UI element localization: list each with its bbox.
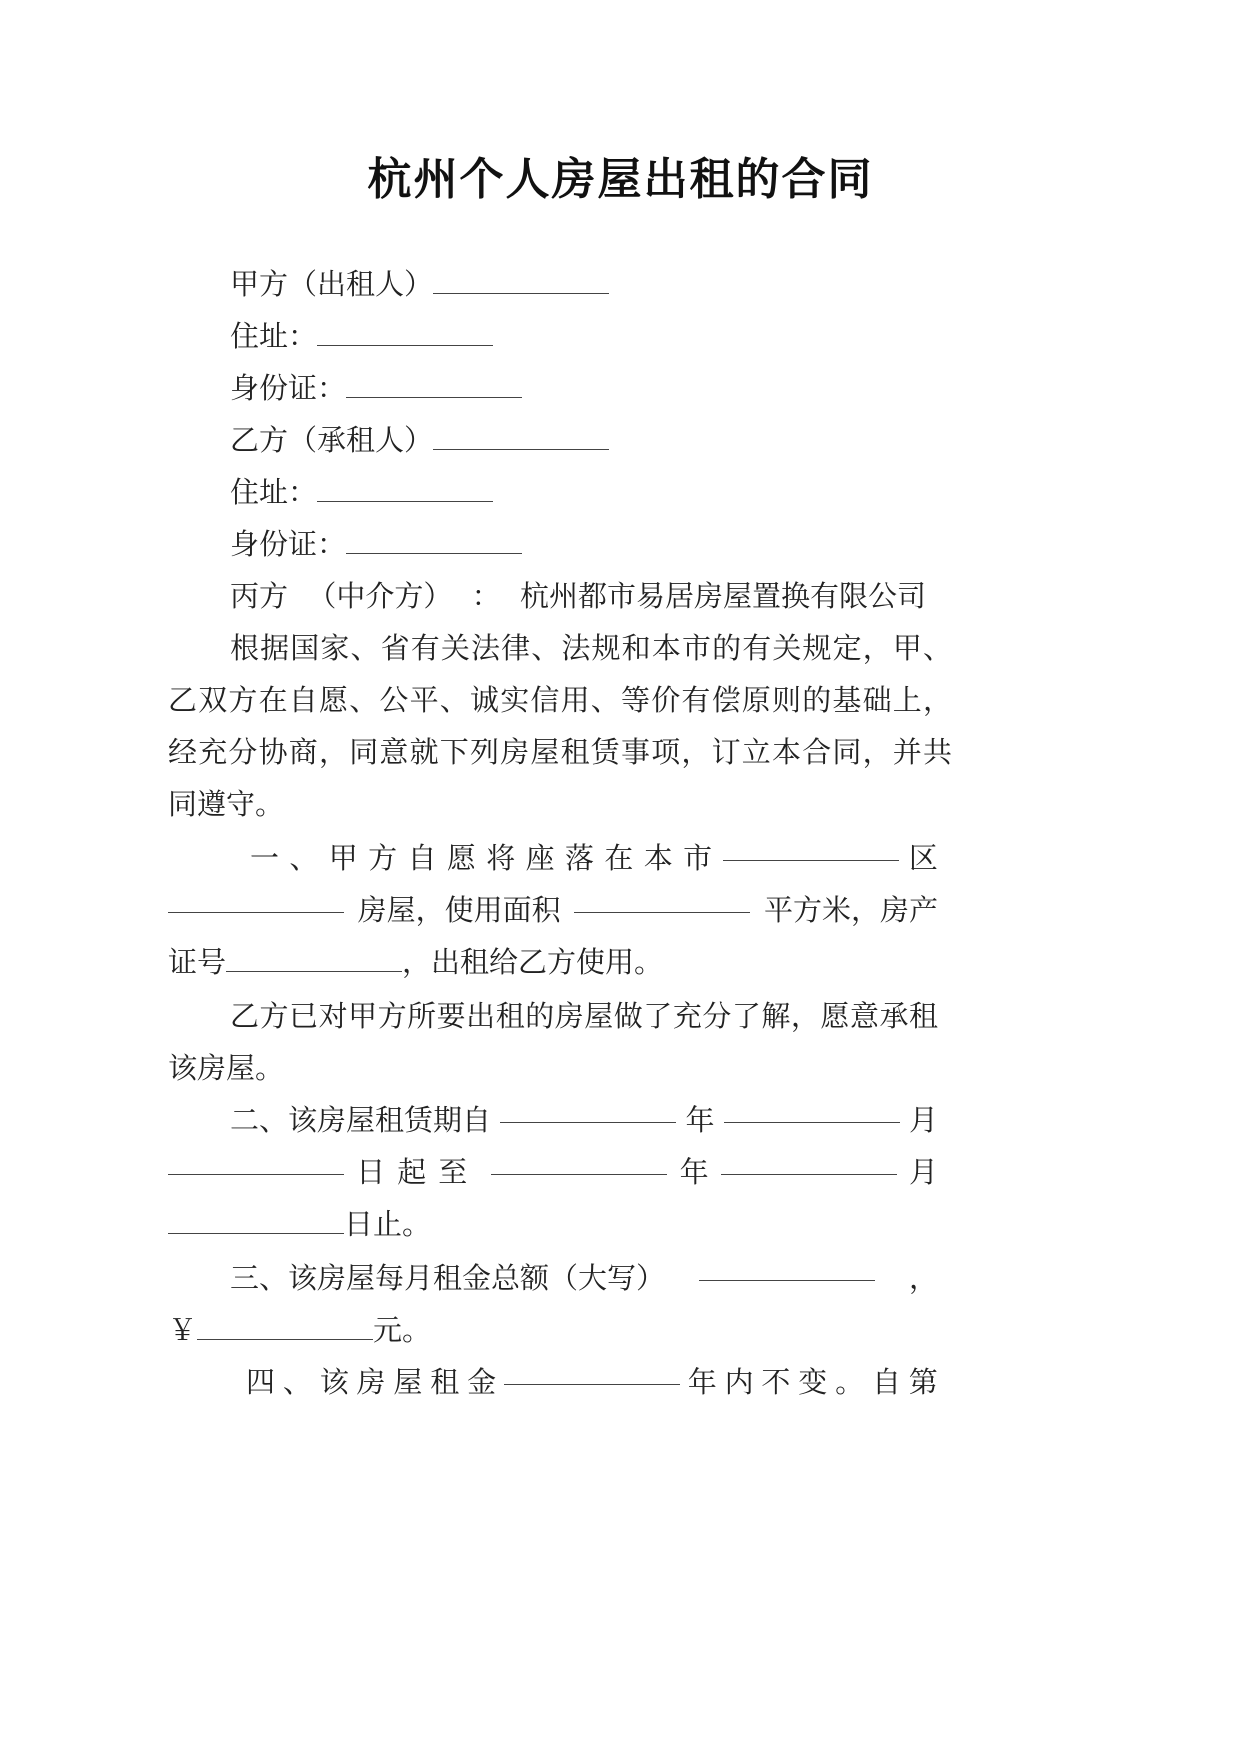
clause-4-char: 四 xyxy=(246,1365,276,1399)
clause-4-char: 租 xyxy=(430,1365,460,1399)
party-a-address-label: 住址： xyxy=(230,319,318,353)
clause-1-line-2 xyxy=(168,890,938,930)
start-day-blank xyxy=(168,1152,344,1175)
party-b-blank xyxy=(433,427,609,450)
clause-1-char: 、 xyxy=(289,841,319,875)
clause-4-char: 房 xyxy=(356,1365,386,1399)
clause-1-line-3 xyxy=(168,942,663,982)
clause-2-lead: 二、该房屋租赁期自 xyxy=(230,1103,492,1137)
end-month-blank xyxy=(721,1152,897,1175)
clause-4-char: 内 xyxy=(724,1365,754,1399)
start-month-blank xyxy=(724,1100,900,1123)
rent-amount-blank xyxy=(197,1317,373,1340)
party-a-id-blank xyxy=(346,375,522,398)
clause-1-district-label: 区 xyxy=(908,841,938,875)
page-title: 杭州个人房屋出租的合同 xyxy=(367,154,874,205)
clause-4-char: 不 xyxy=(761,1365,791,1399)
clause-4-char: 年 xyxy=(687,1365,717,1399)
clause-1-char: 座 xyxy=(525,841,555,875)
party-b-label: 乙方（承租人） xyxy=(230,423,434,457)
yen-sign: ￥ xyxy=(168,1313,198,1347)
rent-words-blank xyxy=(699,1258,875,1281)
clause-1-char: 甲 xyxy=(328,841,358,875)
clause-1-house-label: 房屋，使用面积 xyxy=(357,893,561,927)
party-a-id-label: 身份证： xyxy=(230,371,347,405)
party-b-address-blank xyxy=(317,479,493,502)
clause-1-rent-out: ，出租给乙方使用。 xyxy=(402,945,664,979)
party-a-label: 甲方（出租人） xyxy=(230,267,434,301)
clause-1-char: 落 xyxy=(565,841,595,875)
clause-4-char: 该 xyxy=(319,1365,349,1399)
clause-3-line-1 xyxy=(230,1258,938,1298)
clause-1-char: 一 xyxy=(250,841,280,875)
clause-4-char: 屋 xyxy=(393,1365,423,1399)
clause-1-char: 市 xyxy=(683,841,713,875)
clause-2-line-3 xyxy=(168,1204,431,1244)
clause-2-line-1 xyxy=(230,1100,938,1140)
party-c-colon: ： xyxy=(471,579,501,613)
clause-3-line-2 xyxy=(168,1310,431,1350)
party-b-address-label: 住址： xyxy=(230,475,318,509)
clause-4-line-1 xyxy=(246,1362,938,1402)
clause-2-day-from: 日起至 xyxy=(356,1155,480,1189)
clause-4-char: 自 xyxy=(871,1365,901,1399)
party-b-id-label: 身份证： xyxy=(230,527,347,561)
preamble-line-4: 同遵守。 xyxy=(168,787,285,821)
clause-4-char: 变 xyxy=(798,1365,828,1399)
end-year-blank xyxy=(491,1152,667,1175)
clause-3-lead: 三、该房屋每月租金总额（大写） xyxy=(230,1261,666,1295)
preamble-line-1: 根据国家、省有关法律、法规和本市的有关规定，甲、 xyxy=(230,631,952,665)
clause-2-month-label: 月 xyxy=(908,1103,938,1137)
clause-2-day-end: 日止。 xyxy=(344,1207,432,1241)
party-c-label: 丙方 xyxy=(230,579,289,613)
party-c-name: 杭州都市易居房屋置换有限公司 xyxy=(519,579,926,613)
clause-1-char: 本 xyxy=(643,841,673,875)
clause-1-cert-label: 证号 xyxy=(168,945,227,979)
preamble-line-3: 经充分协商，同意就下列房屋租赁事项，订立本合同，并共 xyxy=(168,735,952,769)
party-a-address-line xyxy=(230,316,493,356)
clause-1-char: 将 xyxy=(486,841,516,875)
clause-2-end-year-label: 年 xyxy=(679,1155,709,1189)
clause-1-char: 在 xyxy=(604,841,634,875)
clause-1b-line-2: 该房屋。 xyxy=(168,1051,285,1085)
house-location-blank xyxy=(168,890,344,913)
party-c-line xyxy=(230,576,926,616)
end-day-blank xyxy=(168,1211,344,1234)
clause-1-line-1 xyxy=(250,838,938,878)
cert-no-blank xyxy=(226,949,402,972)
clause-4-char: 、 xyxy=(282,1365,312,1399)
start-year-blank xyxy=(500,1100,676,1123)
clause-2-year-label: 年 xyxy=(685,1103,715,1137)
party-c-role: （中介方） xyxy=(307,579,453,613)
clause-1-char: 自 xyxy=(407,841,437,875)
clause-2-line-2 xyxy=(168,1152,938,1192)
party-a-address-blank xyxy=(317,323,493,346)
preamble-line-2: 乙双方在自愿、公平、诚实信用、等价有偿原则的基础上， xyxy=(168,683,952,717)
clause-1-char: 愿 xyxy=(446,841,476,875)
clause-1b-line-1: 乙方已对甲方所要出租的房屋做了充分了解，愿意承租 xyxy=(230,999,938,1033)
party-b-address-line xyxy=(230,472,493,512)
clause-1-char: 方 xyxy=(368,841,398,875)
clause-4-char: 第 xyxy=(908,1365,938,1399)
clause-4-char: 。 xyxy=(835,1365,865,1399)
clause-1-sqm-label: 平方米，房产 xyxy=(763,893,938,927)
district-blank xyxy=(723,838,899,861)
party-a-blank xyxy=(433,271,609,294)
rent-years-blank xyxy=(504,1362,680,1385)
party-a-line xyxy=(230,264,609,304)
clause-3-comma: ， xyxy=(908,1261,938,1295)
party-b-line xyxy=(230,420,609,460)
area-blank xyxy=(574,890,750,913)
party-b-id-blank xyxy=(346,531,522,554)
clause-4-char: 金 xyxy=(467,1365,497,1399)
party-a-id-line xyxy=(230,368,522,408)
clause-3-yuan: 元。 xyxy=(373,1313,432,1347)
clause-2-end-month-label: 月 xyxy=(908,1155,938,1189)
party-b-id-line xyxy=(230,524,522,564)
